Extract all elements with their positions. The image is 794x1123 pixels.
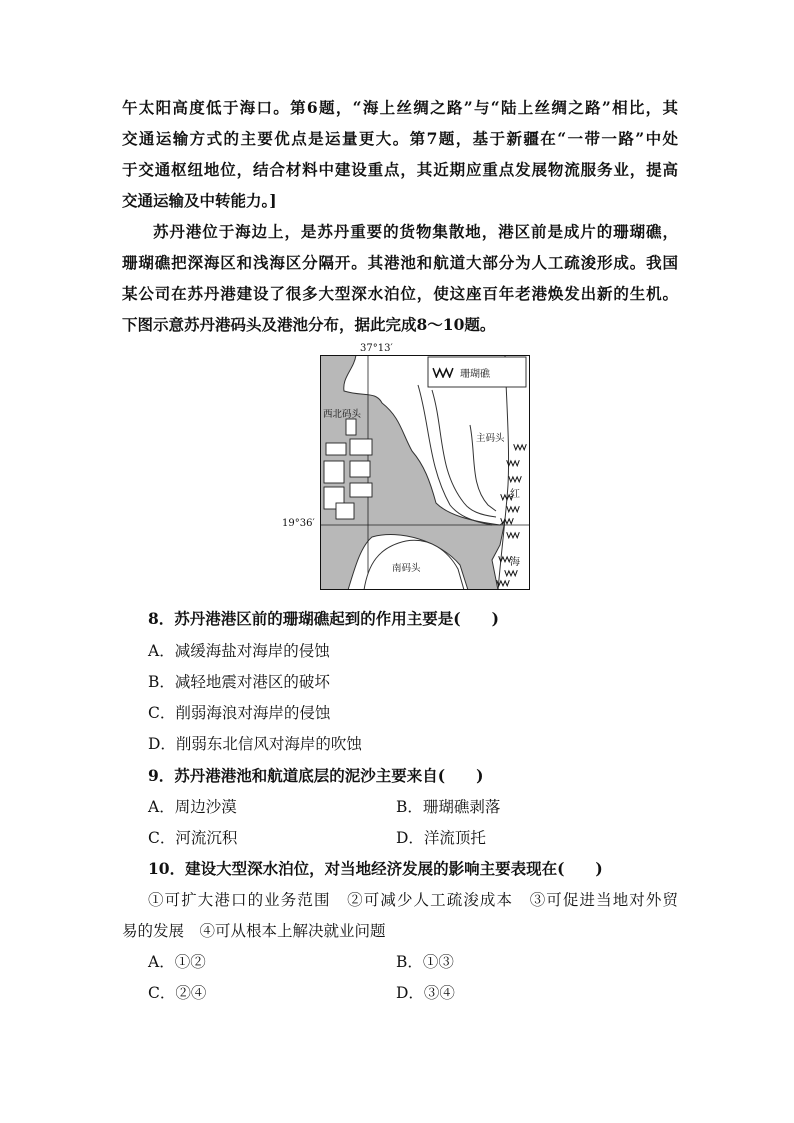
question-9-stem: 9．苏丹港港池和航道底层的泥沙主要来自( ) [148, 766, 484, 785]
answer-line-2: 交通运输方式的主要优点是运量更大。第7题，基于新疆在“一带一路”中处 [122, 129, 678, 148]
intro-line-1: 苏丹港位于海边上，是苏丹重要的货物集散地，港区前是成片的珊瑚礁， [153, 222, 678, 241]
q10-statements-line-2: 易的发展 ④可从根本上解决就业问题 [122, 922, 386, 940]
longitude-label: 37°13′ [360, 343, 393, 354]
northwest-dock-label: 西北码头 [323, 409, 362, 420]
q10-option-b[interactable]: B．①③ [396, 953, 454, 971]
q9-option-b[interactable]: B．珊瑚礁剥落 [396, 798, 501, 816]
intro-line-3: 某公司在苏丹港建设了很多大型深水泊位，使这座百年老港焕发出新的生机。 [122, 284, 678, 303]
intro-line-4: 下图示意苏丹港码头及港池分布，据此完成8～10题。 [122, 315, 496, 334]
q9-option-d[interactable]: D．洋流顶托 [396, 829, 486, 847]
answer-line-1: 午太阳高度低于海口。第6题，“海上丝绸之路”与“陆上丝绸之路”相比，其 [122, 98, 678, 117]
q9-option-c[interactable]: C．河流沉积 [148, 829, 238, 847]
q10-option-d[interactable]: D．③④ [396, 984, 455, 1002]
south-dock-label: 南码头 [392, 563, 421, 574]
answer-line-4: 交通运输及中转能力。] [122, 191, 277, 210]
latitude-label: 19°36′ [282, 518, 315, 529]
q9-option-a[interactable]: A．周边沙漠 [148, 798, 237, 816]
answer-explanation [122, 92, 678, 216]
red-sea-label-2: 海 [510, 557, 520, 568]
question-10-stem: 10．建设大型深水泊位，对当地经济发展的影响主要表现在( ) [148, 859, 603, 878]
q10-option-a[interactable]: A．①② [148, 953, 206, 971]
question-8-stem: 8．苏丹港港区前的珊瑚礁起到的作用主要是( ) [148, 609, 499, 628]
q10-option-c[interactable]: C．②④ [148, 984, 207, 1002]
port-sudan-map [320, 355, 530, 590]
answer-line-3: 于交通枢纽地位，结合材料中建设重点，其近期应重点发展物流服务业，提高 [122, 160, 678, 179]
red-sea-label-1: 红 [510, 489, 520, 500]
legend-label: 珊瑚礁 [460, 369, 490, 380]
q8-option-a[interactable]: A．减缓海盐对海岸的侵蚀 [148, 642, 330, 660]
main-dock-label: 主码头 [476, 433, 505, 444]
q8-option-c[interactable]: C．削弱海浪对海岸的侵蚀 [148, 704, 331, 722]
intro-line-2: 珊瑚礁把深海区和浅海区分隔开。其港池和航道大部分为人工疏浚形成。我国 [122, 253, 678, 272]
q10-statements-line-1: ①可扩大港口的业务范围 ②可减少人工疏浚成本 ③可促进当地对外贸 [148, 891, 678, 909]
intro-paragraph [122, 216, 678, 340]
q8-option-d[interactable]: D．削弱东北信风对海岸的吹蚀 [148, 735, 362, 753]
q8-option-b[interactable]: B．减轻地震对港区的破坏 [148, 673, 330, 691]
